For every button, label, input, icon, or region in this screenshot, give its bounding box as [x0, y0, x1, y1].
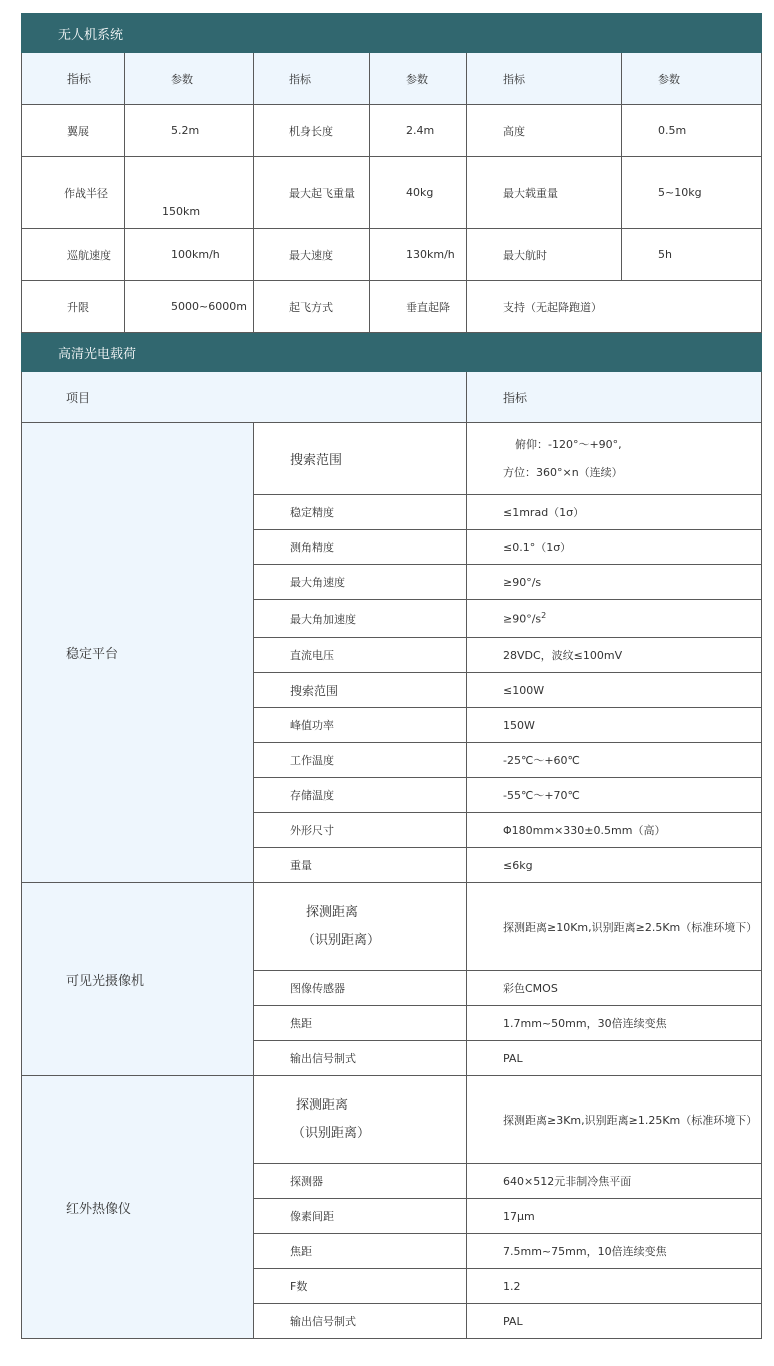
param-cell: 测角精度	[254, 530, 467, 565]
param-cell	[254, 1076, 467, 1164]
param-line: （识别距离）	[302, 932, 381, 948]
header-cell: 指标	[254, 53, 370, 105]
value-cell: 5000~6000m	[125, 281, 254, 333]
group-label: 可见光摄像机	[22, 883, 254, 1076]
value-cell: ≥90°/s	[467, 565, 762, 600]
value-line: 俯仰：-120°～+90°,	[515, 437, 622, 451]
value-cell: 5.2m	[125, 105, 254, 157]
param-cell: 探测器	[254, 1164, 467, 1199]
value-cell: 垂直起降	[370, 281, 467, 333]
param-cell: 焦距	[254, 1234, 467, 1269]
value-cell: 150km	[125, 157, 254, 229]
param-cell: 输出信号制式	[254, 1304, 467, 1339]
index-cell: 最大速度	[254, 229, 370, 281]
param-cell: 搜索范围	[254, 423, 467, 495]
index-cell: 高度	[467, 105, 622, 157]
value-cell: 彩色CMOS	[467, 971, 762, 1006]
param-cell: 最大角速度	[254, 565, 467, 600]
value-cell: 探测距离≥3Km,识别距离≥1.25Km（标准环境下）	[467, 1076, 762, 1164]
value-cell: 40kg	[370, 157, 467, 229]
param-cell: 外形尺寸	[254, 813, 467, 848]
value-cell: -55℃～+70℃	[467, 778, 762, 813]
param-cell: 图像传感器	[254, 971, 467, 1006]
value-cell: 7.5mm~75mm，10倍连续变焦	[467, 1234, 762, 1269]
param-cell: 峰值功率	[254, 708, 467, 743]
param-line: 探测距离	[306, 904, 359, 920]
group-label: 稳定平台	[22, 423, 254, 883]
value-cell: PAL	[467, 1041, 762, 1076]
spec-table	[21, 13, 762, 1339]
payload-section-title: 高清光电载荷	[22, 333, 762, 372]
table-row	[22, 883, 762, 971]
index-cell: 起飞方式	[254, 281, 370, 333]
param-line: （识别距离）	[292, 1125, 371, 1141]
value-cell: ≤0.1°（1σ）	[467, 530, 762, 565]
param-cell: 最大角加速度	[254, 600, 467, 638]
value-cell: Φ180mm×330±0.5mm（高）	[467, 813, 762, 848]
value-cell: -25℃～+60℃	[467, 743, 762, 778]
param-cell: 像素间距	[254, 1199, 467, 1234]
value-cell: 17μm	[467, 1199, 762, 1234]
index-cell: 作战半径	[22, 157, 125, 229]
param-cell: 搜索范围	[254, 673, 467, 708]
value-cell	[467, 600, 762, 638]
value-cell: 探测距离≥10Km,识别距离≥2.5Km（标准环境下）	[467, 883, 762, 971]
param-cell: 输出信号制式	[254, 1041, 467, 1076]
param-cell: 重量	[254, 848, 467, 883]
value-cell: 640×512元非制冷焦平面	[467, 1164, 762, 1199]
group-label: 红外热像仪	[22, 1076, 254, 1339]
header-cell: 参数	[370, 53, 467, 105]
index-cell: 翼展	[22, 105, 125, 157]
table-row	[22, 1076, 762, 1164]
uav-header-row	[22, 53, 762, 105]
param-line: 探测距离	[296, 1097, 349, 1113]
value-cell: 2.4m	[370, 105, 467, 157]
index-cell: 升限	[22, 281, 125, 333]
uav-section-title: 无人机系统	[22, 14, 762, 53]
param-cell: 稳定精度	[254, 495, 467, 530]
value-cell: ≤100W	[467, 673, 762, 708]
header-item: 项目	[22, 372, 467, 423]
table-row	[22, 157, 762, 229]
table-row	[22, 281, 762, 333]
value-superscript: 2	[541, 611, 547, 621]
value-cell: PAL	[467, 1304, 762, 1339]
value-cell: 1.2	[467, 1269, 762, 1304]
value-cell: 5~10kg	[622, 157, 762, 229]
header-cell: 参数	[622, 53, 762, 105]
value-cell: 5h	[622, 229, 762, 281]
value-cell: 0.5m	[622, 105, 762, 157]
uav-section-header	[22, 14, 762, 53]
header-cell: 指标	[467, 53, 622, 105]
table-row	[22, 423, 762, 495]
value-cell	[467, 423, 762, 495]
table-row	[22, 105, 762, 157]
value-cell: ≤6kg	[467, 848, 762, 883]
header-cell: 指标	[22, 53, 125, 105]
payload-header-row	[22, 372, 762, 423]
value-cell: 100km/h	[125, 229, 254, 281]
index-cell: 最大起飞重量	[254, 157, 370, 229]
header-cell: 参数	[125, 53, 254, 105]
param-cell	[254, 883, 467, 971]
value-line: 方位：360°×n（连续）	[503, 465, 623, 479]
param-cell: 工作温度	[254, 743, 467, 778]
header-index: 指标	[467, 372, 762, 423]
table-row	[22, 229, 762, 281]
param-cell: 焦距	[254, 1006, 467, 1041]
value-text: ≥90°/s	[503, 612, 542, 626]
index-cell: 机身长度	[254, 105, 370, 157]
param-cell: 直流电压	[254, 638, 467, 673]
value-cell: 130km/h	[370, 229, 467, 281]
index-cell: 最大载重量	[467, 157, 622, 229]
param-cell: 存储温度	[254, 778, 467, 813]
value-cell: 150W	[467, 708, 762, 743]
index-cell: 最大航时	[467, 229, 622, 281]
value-cell: 28VDC，波纹≤100mV	[467, 638, 762, 673]
value-cell: 1.7mm~50mm，30倍连续变焦	[467, 1006, 762, 1041]
param-cell: F数	[254, 1269, 467, 1304]
index-cell: 巡航速度	[22, 229, 125, 281]
value-cell: ≤1mrad（1σ）	[467, 495, 762, 530]
value-cell: 支持（无起降跑道）	[467, 281, 762, 333]
payload-section-header	[22, 333, 762, 372]
